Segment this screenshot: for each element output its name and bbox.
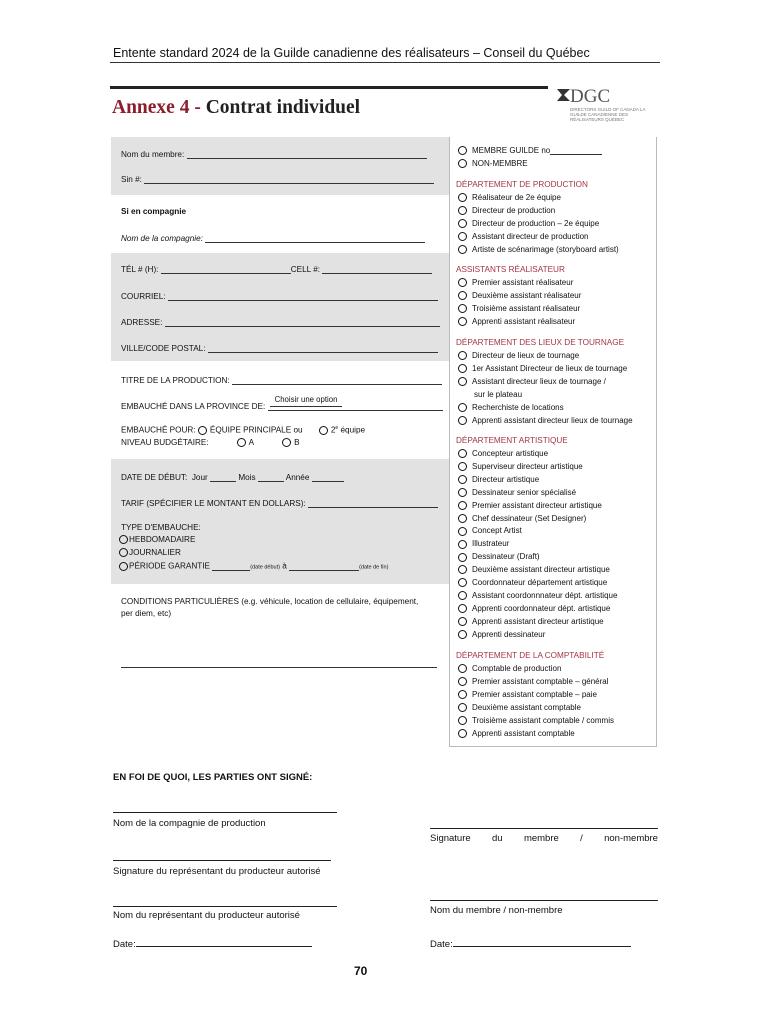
acct-option[interactable] bbox=[458, 677, 609, 686]
option-radio[interactable] bbox=[458, 232, 467, 241]
guild-member-label: MEMBRE GUILDE no bbox=[472, 146, 551, 155]
budget-b-radio[interactable] bbox=[282, 438, 291, 447]
province-select[interactable]: Choisir une option bbox=[270, 395, 342, 407]
non-member-option[interactable] bbox=[458, 159, 528, 168]
option-label: Assistant directeur de production bbox=[472, 231, 589, 241]
option-label: Concept Artist bbox=[472, 526, 522, 536]
period-end-hint: (date de fin) bbox=[359, 564, 389, 571]
option-label: Apprenti dessinateur bbox=[472, 629, 546, 639]
email-field[interactable] bbox=[121, 291, 438, 301]
option-radio[interactable] bbox=[458, 527, 467, 536]
option-label: Apprenti assistant directeur artistique bbox=[472, 616, 604, 626]
company-name-field[interactable] bbox=[121, 233, 425, 243]
option-radio[interactable] bbox=[458, 206, 467, 215]
option-radio[interactable] bbox=[458, 540, 467, 549]
main-crew-radio[interactable] bbox=[198, 426, 207, 435]
start-date-label: DATE DE DÉBUT: bbox=[121, 473, 188, 482]
dgc-logo bbox=[556, 84, 660, 128]
option-label: Deuxième assistant directeur artistique bbox=[472, 565, 610, 575]
cell-label: CELL #: bbox=[290, 265, 321, 274]
option-label: Troisième assistant réalisateur bbox=[472, 303, 581, 313]
art-option[interactable] bbox=[458, 552, 540, 561]
production-dept-heading: DÉPARTEMENT DE PRODUCTION bbox=[456, 180, 588, 189]
option-radio[interactable] bbox=[458, 278, 467, 287]
art-option[interactable] bbox=[458, 475, 539, 484]
acct-option[interactable] bbox=[458, 664, 561, 673]
acct-option[interactable] bbox=[458, 690, 597, 699]
art-option[interactable] bbox=[458, 462, 583, 471]
member-signature-word-2: du bbox=[492, 833, 503, 844]
address-label: ADRESSE: bbox=[121, 318, 163, 327]
period-start-hint: (date début) bbox=[250, 564, 280, 571]
second-unit-sup: e bbox=[335, 425, 339, 431]
member-signature-word-3: membre bbox=[523, 833, 559, 844]
title-rule bbox=[110, 86, 548, 89]
budget-level-label: NIVEAU BUDGÉTAIRE: bbox=[121, 438, 209, 447]
option-radio[interactable] bbox=[458, 219, 467, 228]
asst-option[interactable] bbox=[458, 291, 581, 300]
option-label: Apprenti assistant directeur lieux de tournage bbox=[472, 415, 633, 425]
option-label: Superviseur directeur artistique bbox=[472, 461, 583, 471]
address-field[interactable] bbox=[121, 317, 440, 327]
header-rule bbox=[110, 62, 660, 63]
option-radio[interactable] bbox=[458, 630, 467, 639]
option-radio[interactable] bbox=[458, 617, 467, 626]
guild-member-radio[interactable] bbox=[458, 146, 467, 155]
option-radio[interactable] bbox=[458, 703, 467, 712]
option-label: Assistant directeur lieux de tournage / bbox=[472, 376, 606, 386]
signature-heading: EN FOI DE QUOI, LES PARTIES ONT SIGNÉ: bbox=[113, 772, 313, 783]
option-radio[interactable] bbox=[458, 351, 467, 360]
city-postal-label: VILLE/CODE POSTAL: bbox=[121, 344, 206, 353]
option-label: Deuxième assistant comptable bbox=[472, 702, 581, 712]
option-radio[interactable] bbox=[458, 604, 467, 613]
option-radio[interactable] bbox=[458, 690, 467, 699]
option-label: Directeur de lieux de tournage bbox=[472, 351, 580, 360]
sin-field[interactable] bbox=[121, 174, 434, 184]
option-radio[interactable] bbox=[458, 304, 467, 313]
special-conditions-line[interactable] bbox=[121, 667, 437, 668]
period-to-label: à bbox=[282, 561, 287, 571]
art-option[interactable] bbox=[458, 539, 509, 548]
option-label: Comptable de production bbox=[472, 664, 562, 673]
member-signature-line[interactable] bbox=[430, 828, 658, 829]
prod-option[interactable] bbox=[458, 232, 589, 241]
document-header-title: Entente standard 2024 de la Guilde canadienne des réalisateurs – Conseil du Québec bbox=[113, 46, 590, 60]
option-radio[interactable] bbox=[458, 578, 467, 587]
option-radio[interactable] bbox=[458, 462, 467, 471]
date-right-field[interactable] bbox=[430, 937, 631, 950]
option-label: Troisième assistant comptable / commis bbox=[472, 715, 614, 725]
date-left-label: Date: bbox=[113, 939, 136, 950]
prod-option[interactable] bbox=[458, 219, 599, 228]
option-label: Apprenti coordonnateur dépt. artistique bbox=[472, 603, 611, 613]
weekly-option[interactable] bbox=[119, 535, 195, 544]
art-option[interactable] bbox=[458, 501, 602, 510]
option-label: Réalisateur de 2e équipe bbox=[472, 193, 561, 202]
art-dept-heading: DÉPARTEMENT ARTISTIQUE bbox=[456, 436, 568, 445]
option-radio[interactable] bbox=[458, 245, 467, 254]
art-option[interactable] bbox=[458, 449, 548, 458]
option-radio[interactable] bbox=[458, 514, 467, 523]
guaranteed-period-label: PÉRIODE GARANTIE bbox=[129, 561, 210, 571]
option-radio[interactable] bbox=[458, 677, 467, 686]
prod-option[interactable] bbox=[458, 193, 561, 202]
city-postal-field[interactable] bbox=[121, 343, 438, 353]
member-signature-word-4: / bbox=[580, 833, 583, 844]
option-radio[interactable] bbox=[458, 449, 467, 458]
prod-option[interactable] bbox=[458, 206, 555, 215]
daily-option[interactable] bbox=[119, 548, 181, 557]
option-label: Directeur artistique bbox=[472, 474, 540, 484]
start-date-field[interactable] bbox=[121, 472, 344, 482]
assistants-heading: ASSISTANTS RÉALISATEUR bbox=[456, 265, 565, 274]
locations-dept-heading: DÉPARTEMENT DES LIEUX DE TOURNAGE bbox=[456, 338, 625, 347]
acct-option[interactable] bbox=[458, 703, 581, 712]
option-label: Artiste de scénarimage (storyboard artist) bbox=[472, 244, 619, 254]
option-label: Assistant coordonnnateur dépt. artistique bbox=[472, 590, 618, 600]
option-label: Concepteur artistique bbox=[472, 449, 549, 458]
budget-a-label: A bbox=[248, 438, 255, 447]
art-option[interactable] bbox=[458, 488, 576, 497]
weekly-label: HEBDOMADAIRE bbox=[129, 535, 196, 544]
option-radio[interactable] bbox=[458, 317, 467, 326]
option-label: Dessinateur (Draft) bbox=[472, 552, 540, 562]
option-label: Premier assistant réalisateur bbox=[472, 278, 574, 287]
option-label: Deuxième assistant réalisateur bbox=[472, 290, 582, 300]
rep-name-line[interactable] bbox=[113, 906, 337, 907]
option-radio[interactable] bbox=[458, 501, 467, 510]
option-label: Directeur de production – 2e équipe bbox=[472, 218, 600, 228]
page-number: 70 bbox=[354, 964, 368, 978]
option-radio[interactable] bbox=[458, 591, 467, 600]
accounting-dept-heading: DÉPARTEMENT DE LA COMPTABILITÉ bbox=[456, 651, 605, 660]
asst-option[interactable] bbox=[458, 317, 575, 326]
budget-b-label: B bbox=[294, 438, 300, 447]
option-label: Dessinateur senior spécialisé bbox=[472, 487, 577, 497]
rate-label: TARIF (SPÉCIFIER LE MONTANT EN DOLLARS): bbox=[121, 499, 306, 508]
member-name-caption: Nom du membre / non-membre bbox=[430, 905, 563, 916]
phone-label: TÉL # (H): bbox=[121, 265, 159, 274]
art-option[interactable] bbox=[458, 617, 604, 626]
rep-name-caption: Nom du représentant du producteur autorisé bbox=[113, 910, 300, 921]
second-unit-label: équipe bbox=[340, 425, 366, 435]
option-radio[interactable] bbox=[458, 553, 467, 562]
option-continuation: sur le plateau bbox=[474, 389, 523, 399]
art-option[interactable] bbox=[458, 604, 610, 613]
option-radio[interactable] bbox=[458, 565, 467, 574]
member-signature-caption bbox=[430, 833, 658, 844]
option-label: Illustrateur bbox=[472, 539, 510, 549]
rep-signature-caption: Signature du représentant du producteur autorisé bbox=[113, 866, 321, 877]
province-label: EMBAUCHÉ DANS LA PROVINCE DE: bbox=[121, 402, 266, 411]
option-label: Premier assistant comptable – paie bbox=[472, 689, 597, 699]
art-option[interactable] bbox=[458, 565, 610, 574]
member-name-label: Nom du membre: bbox=[121, 150, 185, 159]
production-title-field[interactable] bbox=[121, 375, 442, 385]
option-radio[interactable] bbox=[458, 416, 467, 425]
option-label: 1er Assistant Directeur de lieux de tournage bbox=[472, 363, 628, 373]
budget-level-row bbox=[121, 438, 300, 447]
company-name-label: Nom de la compagnie: bbox=[121, 234, 203, 243]
special-conditions-label-1: CONDITIONS PARTICULIÈRES (e.g. véhicule, location de cellulaire, équipement, bbox=[121, 597, 419, 606]
art-option[interactable] bbox=[458, 591, 617, 600]
annex-prefix: Annexe 4 - bbox=[112, 97, 206, 118]
acct-option[interactable] bbox=[458, 729, 575, 738]
option-label: Recherchiste de locations bbox=[472, 402, 564, 412]
lieux-option[interactable] bbox=[458, 416, 633, 425]
second-unit-number: 2 bbox=[330, 425, 336, 435]
day-label: Jour bbox=[191, 473, 208, 482]
non-member-radio[interactable] bbox=[458, 159, 467, 168]
lieux-option[interactable] bbox=[458, 364, 627, 373]
option-label: Apprenti assistant comptable bbox=[472, 728, 575, 738]
option-radio[interactable] bbox=[458, 664, 467, 673]
art-option[interactable] bbox=[458, 514, 586, 523]
member-signature-word-1: Signature bbox=[430, 833, 471, 844]
month-label: Mois bbox=[238, 473, 256, 482]
lieux-option[interactable] bbox=[458, 351, 579, 360]
annex-name: Contrat individuel bbox=[205, 97, 361, 118]
option-label: Coordonnateur département artistique bbox=[472, 578, 608, 587]
option-label: Premier assistant directeur artistique bbox=[472, 500, 602, 510]
year-label: Année bbox=[285, 473, 310, 482]
date-right-label: Date: bbox=[430, 939, 453, 950]
email-label: COURRIEL: bbox=[121, 292, 166, 301]
asst-option[interactable] bbox=[458, 278, 573, 287]
guaranteed-period-radio[interactable] bbox=[119, 562, 128, 571]
date-left-field[interactable] bbox=[113, 937, 312, 950]
guaranteed-period-option[interactable] bbox=[119, 561, 388, 571]
hired-for-row bbox=[121, 425, 365, 435]
option-radio[interactable] bbox=[458, 364, 467, 373]
budget-a-radio[interactable] bbox=[237, 438, 246, 447]
logo-text: DGC bbox=[570, 86, 611, 107]
member-info-panel bbox=[111, 137, 449, 747]
main-crew-label: ÉQUIPE PRINCIPALE ou bbox=[209, 425, 303, 435]
daily-label: JOURNALIER bbox=[129, 548, 181, 557]
guild-member-option[interactable] bbox=[458, 146, 602, 155]
option-radio[interactable] bbox=[458, 488, 467, 497]
production-title-label: TITRE DE LA PRODUCTION: bbox=[121, 376, 230, 385]
second-unit-radio[interactable] bbox=[319, 426, 328, 435]
art-option[interactable] bbox=[458, 578, 607, 587]
hired-for-label: EMBAUCHÉ POUR: bbox=[121, 425, 196, 435]
rep-signature-line[interactable] bbox=[113, 860, 331, 861]
acct-option[interactable] bbox=[458, 716, 614, 725]
weekly-radio[interactable] bbox=[119, 535, 128, 544]
phone-field[interactable] bbox=[121, 264, 432, 274]
option-label: Apprenti assistant réalisateur bbox=[472, 316, 576, 326]
option-label: Directeur de production bbox=[472, 205, 556, 215]
option-label: Chef dessinateur (Set Designer) bbox=[472, 513, 587, 523]
option-radio[interactable] bbox=[458, 729, 467, 738]
option-radio[interactable] bbox=[458, 475, 467, 484]
asst-option[interactable] bbox=[458, 304, 580, 313]
non-member-label: NON-MEMBRE bbox=[472, 159, 528, 168]
logo-subtext: DIRECTORS GUILD OF CANADA LA GUILDE CANADIENNE DES RÉALISATEURS QUÉBEC bbox=[570, 107, 646, 122]
option-radio[interactable] bbox=[458, 716, 467, 725]
option-radio[interactable] bbox=[458, 403, 467, 412]
rate-field[interactable] bbox=[121, 498, 438, 508]
option-radio[interactable] bbox=[458, 193, 467, 202]
lieux-option[interactable] bbox=[458, 403, 564, 412]
member-name-field[interactable] bbox=[121, 149, 427, 159]
art-option[interactable] bbox=[458, 526, 522, 535]
lieux-option[interactable] bbox=[458, 377, 606, 386]
company-heading: Si en compagnie bbox=[121, 207, 187, 216]
annex-title bbox=[112, 97, 360, 119]
department-panel bbox=[449, 137, 657, 747]
option-radio[interactable] bbox=[458, 291, 467, 300]
option-label: Premier assistant comptable – général bbox=[472, 676, 609, 686]
special-conditions-label-2: per diem, etc) bbox=[121, 609, 172, 618]
company-name-caption: Nom de la compagnie de production bbox=[113, 818, 266, 829]
hire-type-label: TYPE D'EMBAUCHE: bbox=[121, 523, 201, 532]
option-radio[interactable] bbox=[458, 377, 467, 386]
member-signature-word-5: non-membre bbox=[604, 833, 658, 844]
prod-option[interactable] bbox=[458, 245, 619, 254]
band-member bbox=[111, 137, 449, 195]
art-option[interactable] bbox=[458, 630, 545, 639]
sin-label: Sin #: bbox=[121, 175, 142, 184]
daily-radio[interactable] bbox=[119, 548, 128, 557]
company-name-signature-line[interactable] bbox=[113, 812, 337, 813]
member-name-line[interactable] bbox=[430, 900, 658, 901]
